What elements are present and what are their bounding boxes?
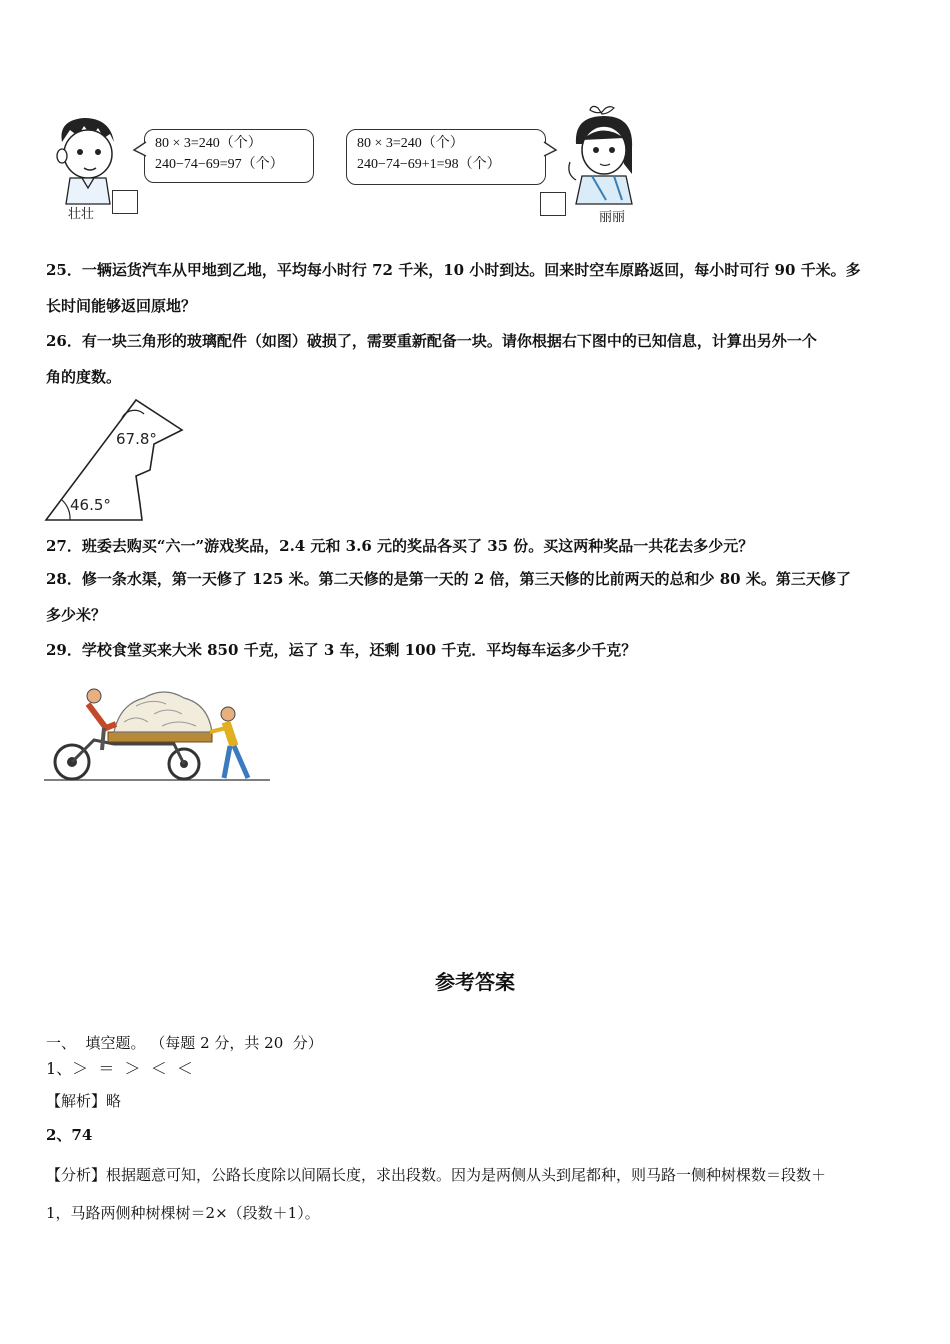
zhuang-line1: 80 × 3=240（个） [155, 136, 262, 151]
q25-line2: 长时间能够返回原地？ [46, 297, 197, 315]
section-1-heading: 一、 填空题。 （每题 2 分，共 20 分） [46, 1034, 323, 1052]
q29-line1: 29．学校食堂买来大米 850 千克，运了 3 车，还剩 100 千克．平均每车运多少千克？ [46, 641, 637, 659]
answer-1: 1、＞ ＝ ＞ ＜ ＜ [46, 1059, 193, 1078]
angle-label-bottom: 46.5° [70, 496, 111, 514]
question-29 [46, 632, 906, 668]
a2-analysis-line1: 【分析】根据题意可知，公路长度除以间隔长度，求出段数。因为是两侧从头到尾都种，则马路一侧种树棵数＝段数＋ [46, 1166, 827, 1184]
bubble-tail-right-icon [542, 140, 558, 160]
question-25 [46, 252, 906, 324]
comparison-illustration [44, 100, 644, 230]
question-26 [46, 323, 906, 395]
tricycle-rice-illustration [44, 684, 272, 784]
a2-analysis-line2: 1，马路两侧种树棵树＝2×（段数＋1）。 [46, 1204, 320, 1222]
angle-label-top: 67.8° [116, 430, 157, 448]
answers-title: 参考答案 [435, 970, 515, 994]
speech-bubble-lili [346, 129, 546, 185]
lili-line2: 240−74−69+1=98（个） [357, 157, 501, 172]
lili-line1: 80 × 3=240（个） [357, 136, 464, 151]
girl-name: 丽丽 [599, 210, 626, 225]
bubble-tail-left-icon [132, 140, 148, 160]
q25-line1: 25．一辆运货汽车从甲地到乙地，平均每小时行 72 千米，10 小时到达。回来时空车原路返回，每小时可行 90 千米。多 [46, 261, 861, 279]
q28-line2: 多少米？ [46, 606, 107, 624]
speech-bubble-zhuang [144, 129, 314, 183]
q26-line1: 26．有一块三角形的玻璃配件（如图）破损了，需要重新配备一块。请你根据右下图中的已知信息，计算出另外一个 [46, 332, 817, 350]
question-28 [46, 561, 906, 633]
answer-2: 2、74 [46, 1126, 93, 1144]
q27-line1: 27．班委去购买“六一”游戏奖品，2.4 元和 3.6 元的奖品各买了 35 份。买这两种奖品一共花去多少元？ [46, 537, 754, 555]
answer-2-analysis [46, 1156, 916, 1232]
girl-illustration [562, 104, 644, 208]
boy-name: 壮壮 [68, 207, 95, 222]
zhuang-line2: 240−74−69=97（个） [155, 157, 284, 172]
q28-line1: 28．修一条水渠，第一天修了 125 米。第二天修的是第一天的 2 倍，第三天修的比前两天的总和少 80 米。第三天修了 [46, 570, 851, 588]
answer-box-zhuang[interactable] [112, 190, 138, 214]
q26-line2: 角的度数。 [46, 368, 122, 386]
broken-triangle-figure [44, 396, 184, 524]
question-27 [46, 528, 906, 564]
answer-1-analysis: 【解析】略 [46, 1092, 122, 1110]
